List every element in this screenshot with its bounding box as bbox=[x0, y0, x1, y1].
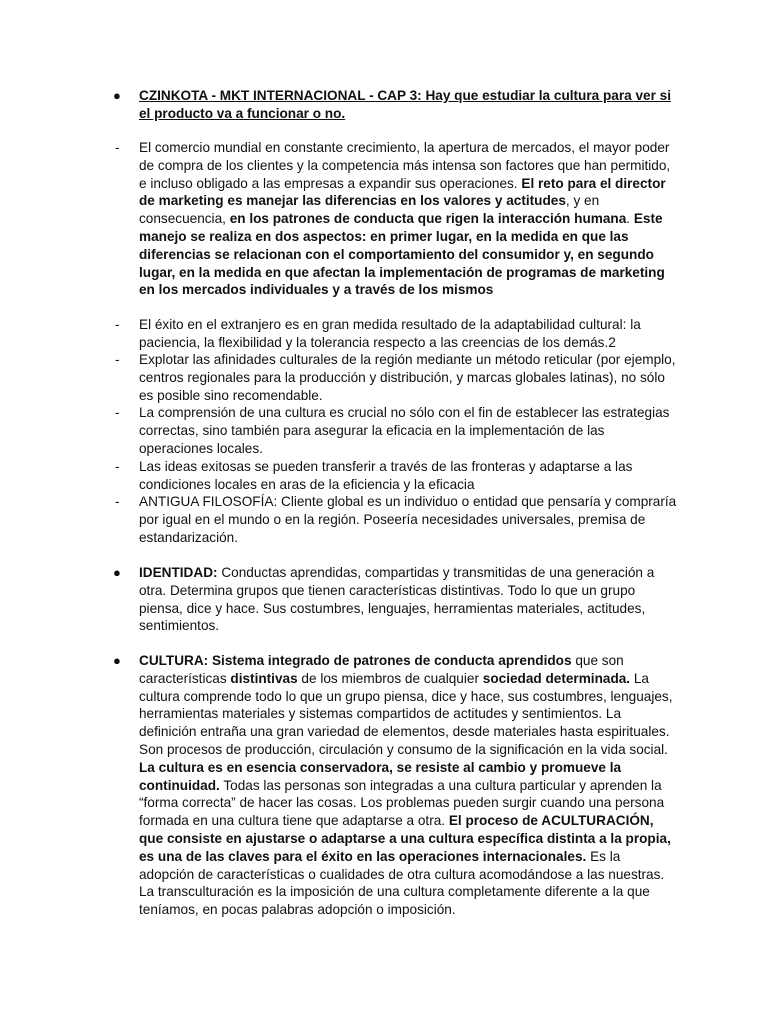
list-item bbox=[115, 351, 679, 404]
bold-span: sociedad determinada. bbox=[482, 670, 631, 686]
list-item bbox=[115, 458, 679, 494]
bullet-dot: ● bbox=[113, 565, 121, 580]
text-span: La comprensión de una cultura es crucial no sólo con el fin de establecer las estrategias correctas, sino también para asegurar la eficacia en la implementación de las operaciones locales. bbox=[139, 405, 670, 456]
text-span: de los miembros de cualquier bbox=[297, 670, 483, 686]
list-item bbox=[115, 316, 679, 352]
document-heading: CZINKOTA - MKT INTERNACIONAL - CAP 3: Hay que estudiar la cultura para ver si el producto va a funcionar o no. bbox=[139, 88, 672, 121]
bullet-dash: - bbox=[115, 459, 120, 474]
text-span: El éxito en el extranjero es en gran medida resultado de la adaptabilidad cultural: la paciencia, la flexibilidad y la tolerancia respecto a las creencias de los demás.2 bbox=[139, 317, 641, 350]
list-item bbox=[115, 493, 679, 546]
text-span: El comercio mundial en constante crecimiento, la apertura de mercados, el mayor poder de compra de los clientes y la competencia más intensa son factores que han permitido, e incluso obligado a las empresas a expandir sus operaciones. bbox=[139, 140, 671, 191]
bullet-dash: - bbox=[115, 405, 120, 420]
identidad-label: IDENTIDAD: bbox=[139, 565, 218, 580]
list-item bbox=[115, 139, 679, 299]
text-span: . bbox=[626, 211, 634, 227]
text-span: Explotar las afinidades culturales de la región mediante un método reticular (por ejemplo, centros regionales para la producción y distribución, y marcas globales latinas), no sólo es posible sino recomendable. bbox=[139, 352, 676, 403]
bold-span: La cultura es en esencia conservadora, se resiste al cambio y promueve la continuidad. bbox=[139, 759, 622, 793]
text-span: La cultura comprende todo lo que un grupo piensa, dice y hace, sus costumbres, lenguajes, herramientas materiales y sistemas compartidos de actitudes y sentimientos. La definición entraña una gran variedad de elementos, desde materiales hasta espirituales. Son procesos de producción, circulación y consumo de la significación en la vida social. bbox=[139, 670, 673, 757]
bullet-dash: - bbox=[115, 317, 120, 332]
text-span: Las ideas exitosas se pueden transferir a través de las fronteras y adaptarse a las condiciones locales en aras de la eficiencia y la eficacia bbox=[139, 459, 633, 492]
list-item bbox=[115, 404, 679, 457]
bullet-dot: ● bbox=[113, 653, 121, 668]
text-span: , y en consecuencia, bbox=[139, 193, 600, 227]
bullet-dot: ● bbox=[113, 88, 121, 103]
identidad-item bbox=[113, 564, 679, 635]
bullet-dash: - bbox=[115, 494, 120, 509]
bold-span: El proceso de ACULTURACIÓN, que consiste en ajustarse o adaptarse a una cultura específica distinta a la propia, es una de las claves para el éxito en las operaciones internacionales. bbox=[139, 813, 671, 864]
bullet-dash: - bbox=[115, 352, 120, 367]
bold-span: Este manejo se realiza en dos aspectos: en primer lugar, en la medida en que las diferencias se relacionan con el comportamiento del consumidor y, en segundo lugar, en la medida en que afectan la implementación de programas de marketing en los mercados individuales y a través de los mismos bbox=[139, 211, 665, 298]
bold-span: distintivas bbox=[230, 670, 298, 686]
bullet-dash: - bbox=[115, 140, 120, 155]
cultura-label: CULTURA: Sistema integrado de patrones de conducta aprendidos bbox=[139, 653, 572, 668]
text-span: ANTIGUA FILOSOFÍA: Cliente global es un individuo o entidad que pensaría y compraría por igual en el mundo o en la región. Poseería necesidades universales, premisa de estandarización. bbox=[139, 494, 677, 545]
cultura-item bbox=[113, 652, 679, 919]
text-span: Es la adopción de características o cualidades de otra cultura acomodándose a las nuestras. La transculturación es la imposición de una cultura completamente diferente a la que teníamos, en pocas palabras adopción o imposición. bbox=[139, 848, 665, 918]
text-span: Conductas aprendidas, compartidas y transmitidas de una generación a otra. Determina grupos que tienen características distintivas. Todo lo que un grupo piensa, dice y hace. Sus costumbres, lenguajes, herramientas materiales, actitudes, sentimientos. bbox=[139, 565, 655, 634]
heading-item bbox=[113, 87, 679, 123]
text-span: que son características bbox=[139, 653, 624, 686]
text-span: Todas las personas son integradas a una cultura particular y aprenden la “forma correcta” de hacer las cosas. Los problemas pueden surgir cuando una persona formada en una cultura tiene que adaptarse a otra. bbox=[139, 777, 665, 829]
bold-span: El reto para el director de marketing es manejar las diferencias en los valores y actitudes bbox=[139, 175, 666, 209]
bold-span: en los patrones de conducta que rigen la interacción humana bbox=[229, 211, 627, 227]
